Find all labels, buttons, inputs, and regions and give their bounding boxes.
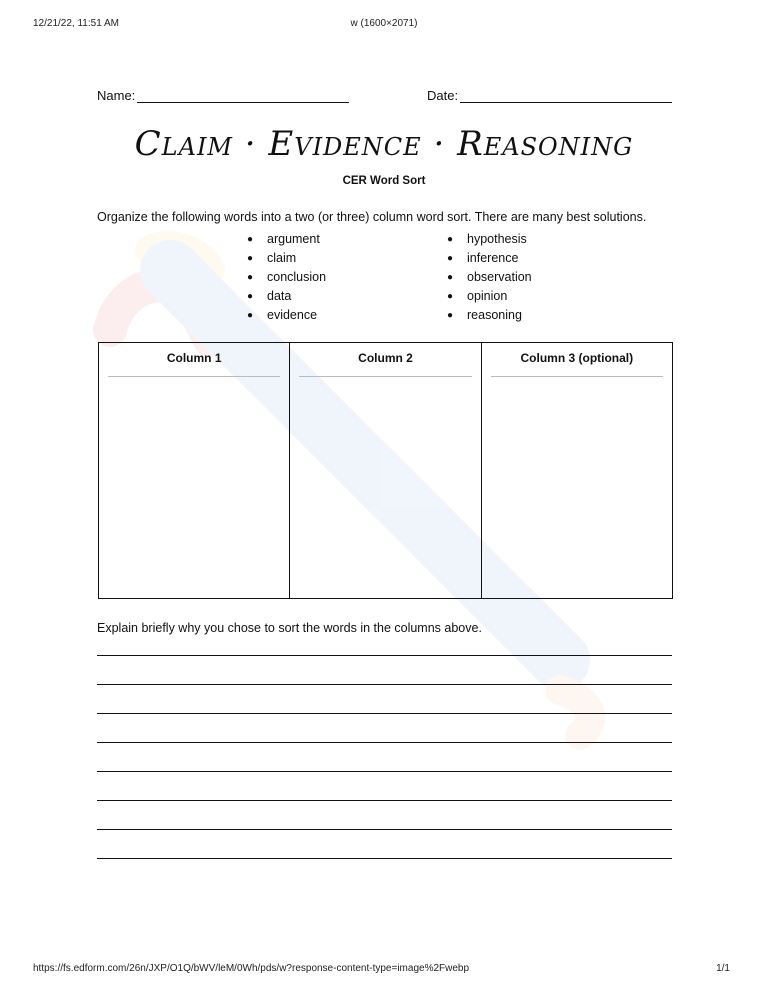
word-item bbox=[447, 249, 532, 268]
bullet-icon: ● bbox=[247, 234, 254, 245]
word-item bbox=[247, 306, 326, 325]
word-item bbox=[447, 268, 532, 287]
word-item bbox=[247, 230, 326, 249]
bullet-icon: ● bbox=[447, 272, 454, 283]
bullet-icon: ● bbox=[447, 253, 454, 264]
worksheet-title: Claim · Evidence · Reasoning bbox=[134, 124, 634, 164]
word-text: argument bbox=[267, 232, 320, 246]
date-blank-line[interactable] bbox=[460, 88, 672, 103]
sort-column-3 bbox=[481, 343, 672, 598]
answer-line[interactable] bbox=[97, 655, 672, 656]
column-1-writing-area[interactable] bbox=[103, 379, 285, 594]
bullet-icon: ● bbox=[447, 310, 454, 321]
word-item bbox=[247, 249, 326, 268]
column-header: Column 2 bbox=[358, 351, 413, 365]
answer-line[interactable] bbox=[97, 684, 672, 685]
bullet-icon: ● bbox=[247, 272, 254, 283]
column-3-writing-area[interactable] bbox=[486, 379, 668, 594]
word-list-right bbox=[447, 230, 532, 325]
word-text: claim bbox=[267, 251, 297, 265]
word-item bbox=[247, 287, 326, 306]
column-header-rule bbox=[491, 376, 663, 377]
print-doc-title: w (1600×2071) bbox=[350, 18, 418, 29]
bullet-icon: ● bbox=[247, 291, 254, 302]
word-text: reasoning bbox=[467, 308, 522, 322]
print-page-number: 1/1 bbox=[716, 963, 730, 974]
word-item bbox=[447, 306, 532, 325]
sort-column-2 bbox=[289, 343, 480, 598]
column-header: Column 3 (optional) bbox=[520, 351, 634, 365]
print-url: https://fs.edform.com/26n/JXP/O1Q/bWV/leM/0Wh/pds/w?response-content-type=image%2Fwebp bbox=[33, 963, 470, 974]
answer-line[interactable] bbox=[97, 742, 672, 743]
answer-lines bbox=[97, 655, 672, 887]
print-footer bbox=[0, 963, 768, 977]
bullet-icon: ● bbox=[447, 234, 454, 245]
print-datetime: 12/21/22, 11:51 AM bbox=[33, 18, 119, 29]
word-item bbox=[247, 268, 326, 287]
word-text: evidence bbox=[267, 308, 318, 322]
word-item bbox=[447, 230, 532, 249]
name-date-row bbox=[97, 88, 672, 108]
date-label: Date: bbox=[427, 88, 459, 103]
answer-line[interactable] bbox=[97, 713, 672, 714]
bullet-icon: ● bbox=[247, 253, 254, 264]
name-field[interactable] bbox=[97, 88, 349, 103]
answer-line[interactable] bbox=[97, 771, 672, 772]
sort-column-1 bbox=[99, 343, 289, 598]
worksheet-subtitle: CER Word Sort bbox=[342, 175, 426, 187]
word-text: opinion bbox=[467, 289, 508, 303]
column-header-rule bbox=[299, 376, 471, 377]
date-field[interactable] bbox=[427, 88, 672, 103]
name-label: Name: bbox=[97, 88, 136, 103]
column-header-rule bbox=[108, 376, 280, 377]
word-text: data bbox=[267, 289, 292, 303]
name-blank-line[interactable] bbox=[137, 88, 349, 103]
answer-line[interactable] bbox=[97, 858, 672, 859]
column-2-writing-area[interactable] bbox=[294, 379, 476, 594]
word-text: hypothesis bbox=[467, 232, 527, 246]
word-list-left bbox=[247, 230, 326, 325]
word-text: inference bbox=[467, 251, 519, 265]
bullet-icon: ● bbox=[447, 291, 454, 302]
word-item bbox=[447, 287, 532, 306]
answer-line[interactable] bbox=[97, 829, 672, 830]
instructions-text: Organize the following words into a two (or three) column word sort. There are many best solutions. bbox=[97, 210, 647, 224]
word-text: conclusion bbox=[267, 270, 327, 284]
word-text: observation bbox=[467, 270, 532, 284]
word-sort-table bbox=[98, 342, 673, 599]
column-header: Column 1 bbox=[166, 351, 222, 365]
explain-prompt: Explain briefly why you chose to sort the words in the columns above. bbox=[97, 621, 482, 635]
bullet-icon: ● bbox=[247, 310, 254, 321]
answer-line[interactable] bbox=[97, 800, 672, 801]
